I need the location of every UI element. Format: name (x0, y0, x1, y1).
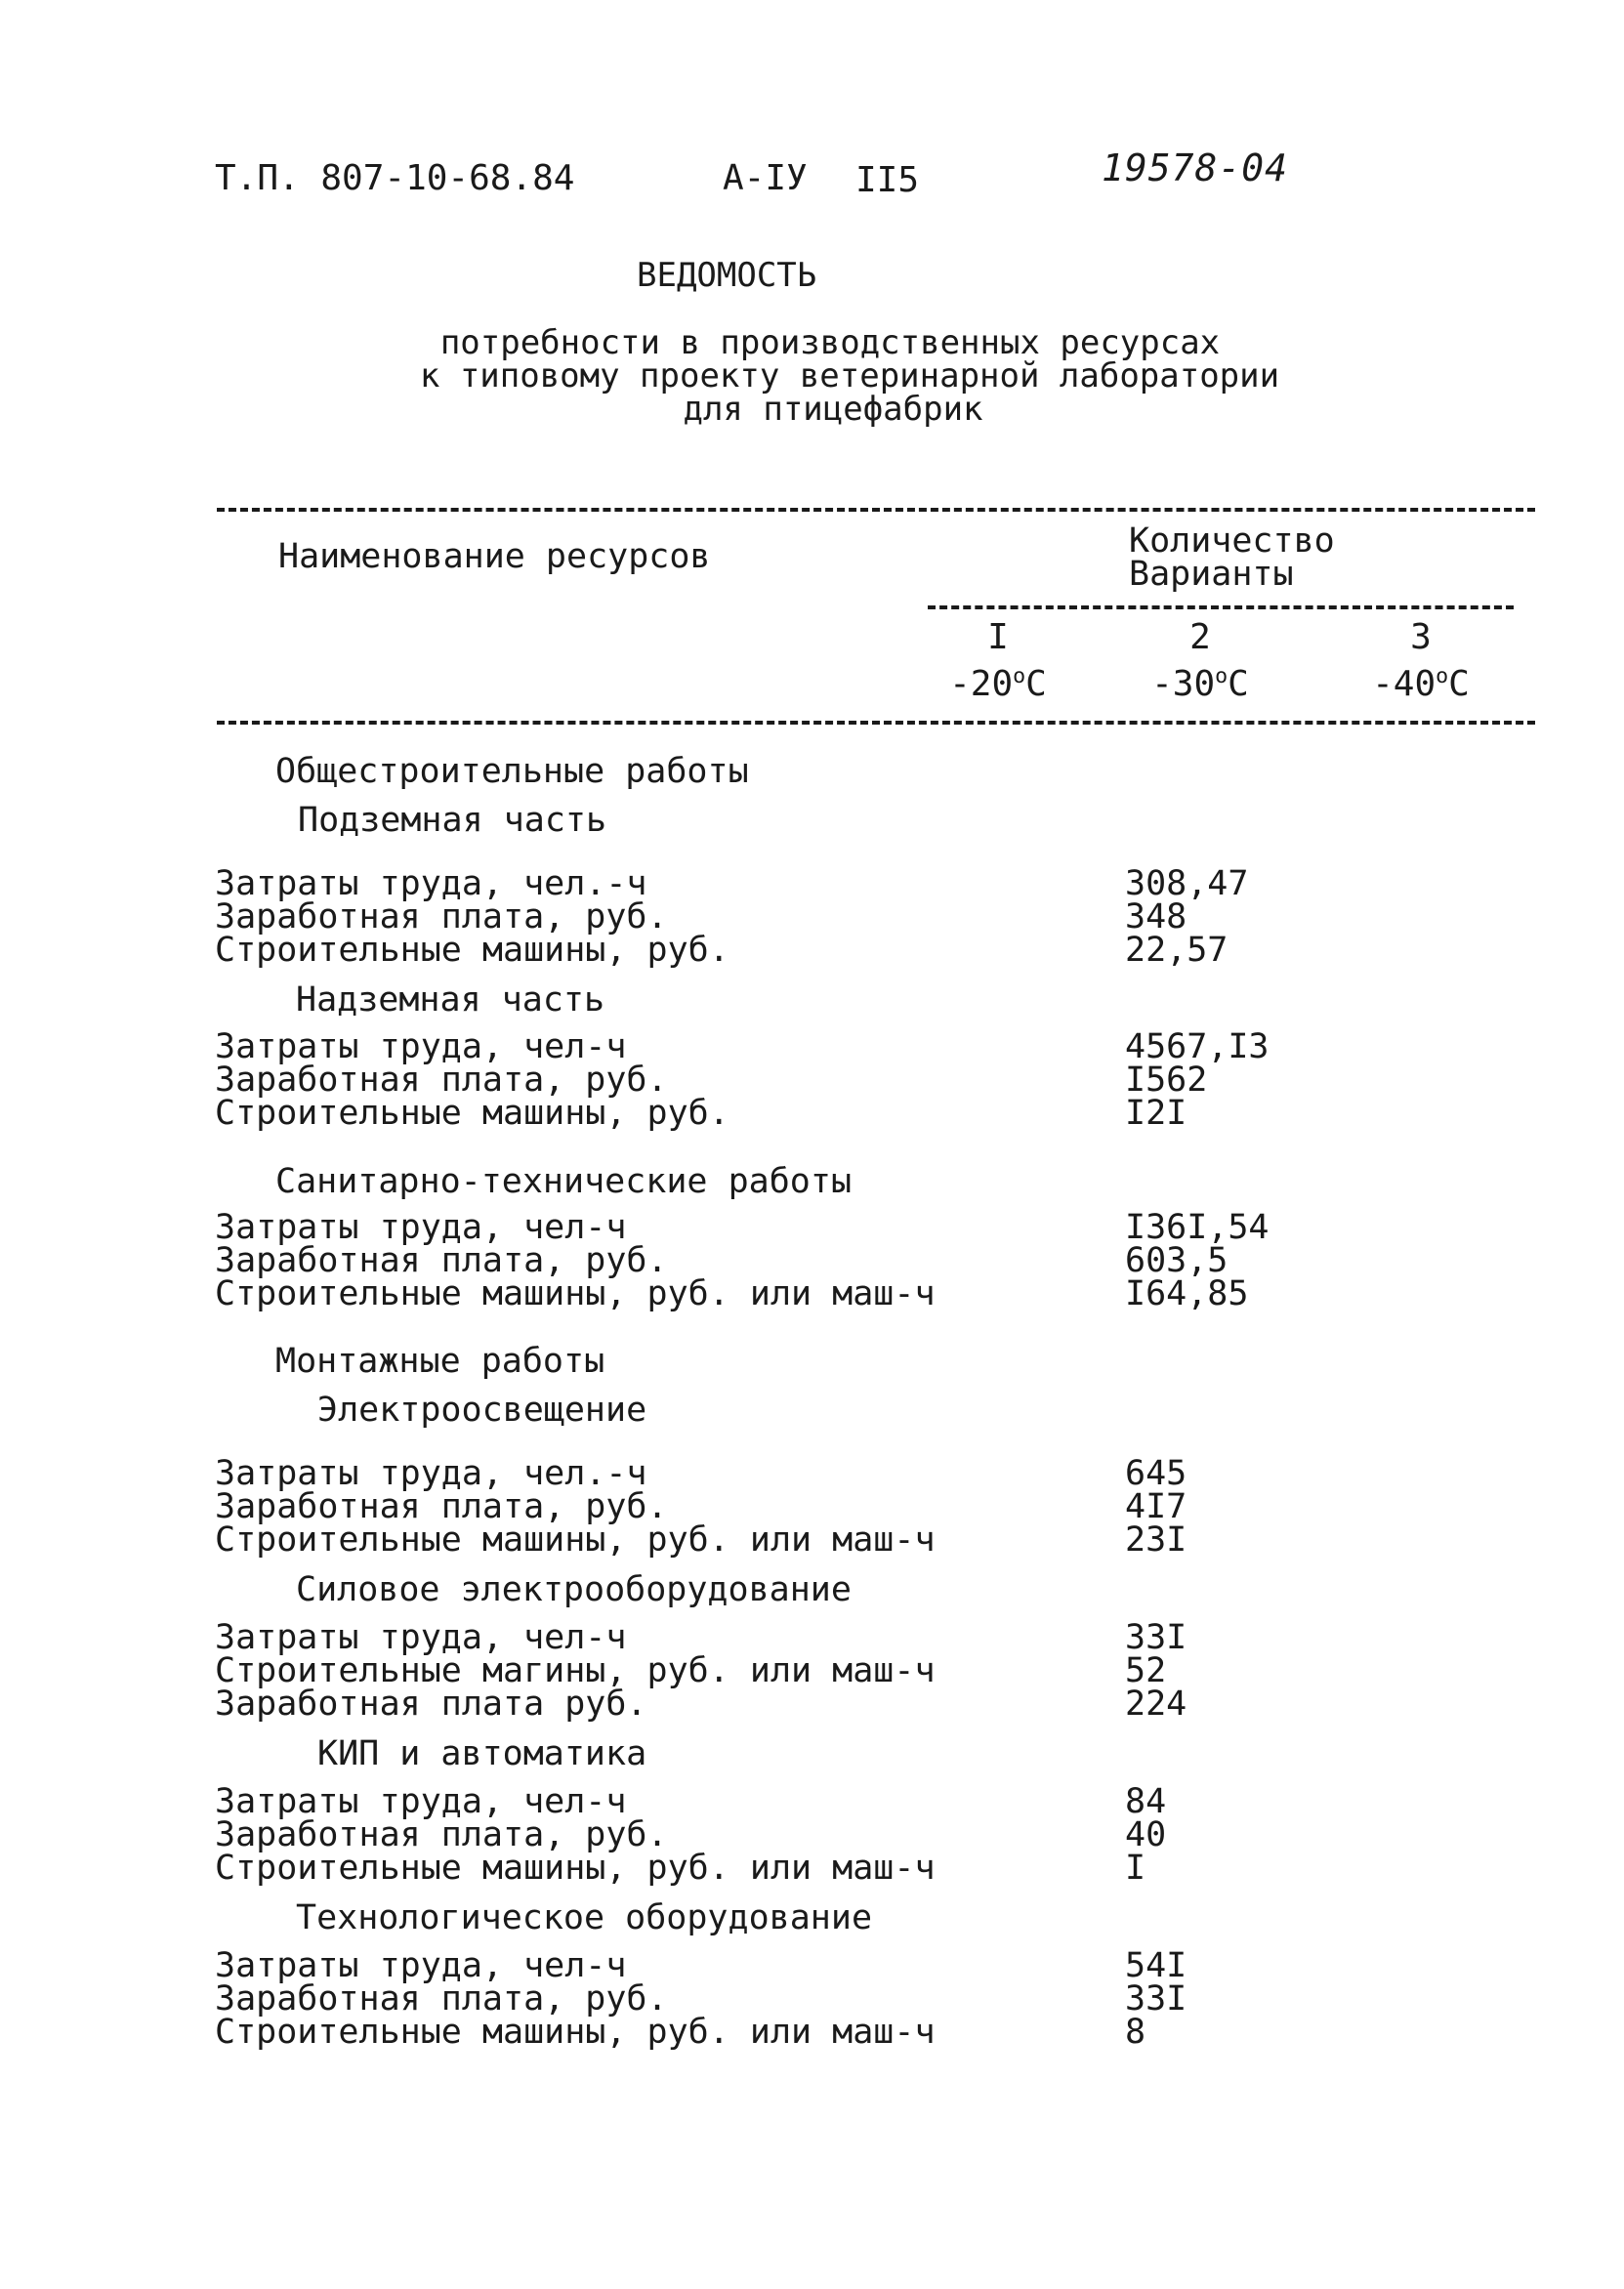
resource-value: 224 (1125, 1685, 1187, 1724)
values-tech-equipment (1125, 1946, 1187, 2052)
page-number: II5 (855, 160, 920, 200)
resource-value: 40 (1125, 1815, 1167, 1854)
variant-1-number: I (987, 617, 1009, 657)
resource-value: 348 (1125, 897, 1187, 936)
section-general-construction: Общестроительные работы (275, 752, 749, 791)
resource-value: 23I (1125, 1520, 1187, 1560)
resource-value: 33I (1125, 1979, 1187, 2018)
resource-label: Затраты труда, чел-ч (215, 1782, 627, 1821)
resource-value: I36I,54 (1125, 1208, 1270, 1247)
resource-label: Затраты труда, чел-ч (215, 1946, 627, 1985)
resource-value: 54I (1125, 1946, 1187, 1985)
group-sanitary (215, 1208, 936, 1313)
resource-label: Строительные машины, руб. (215, 1094, 729, 1133)
resource-name-header: Наименование ресурсов (278, 537, 711, 576)
resource-label: Заработная плата, руб. (215, 897, 668, 936)
resource-value: I2I (1125, 1094, 1187, 1133)
resource-value: 33I (1125, 1618, 1187, 1657)
resource-label: Строительные магины, руб. или маш-ч (215, 1651, 936, 1690)
resource-value: 52 (1125, 1651, 1167, 1690)
values-aboveground (1125, 1027, 1270, 1133)
resource-value: I562 (1125, 1061, 1208, 1100)
resource-value: 645 (1125, 1454, 1187, 1493)
resource-value: I (1125, 1849, 1146, 1888)
subsection-power: Силовое электрооборудование (296, 1570, 852, 1609)
group-lighting (215, 1454, 936, 1560)
quantity-header: Количество (1129, 521, 1335, 561)
resource-label: Заработная плата, руб. (215, 1815, 668, 1854)
resource-label: Затраты труда, чел-ч (215, 1208, 627, 1247)
values-kip (1125, 1782, 1167, 1888)
variants-rule (928, 605, 1514, 609)
resource-label: Строительные машины, руб. (215, 931, 729, 970)
group-kip (215, 1782, 936, 1888)
subtitle-line-2: к типовому проекту ветеринарной лаборатории (419, 356, 1280, 395)
resource-label: Строительные машины, руб. или маш-ч (215, 2013, 936, 2052)
resource-label: Строительные машины, руб. или маш-ч (215, 1520, 936, 1560)
subsection-aboveground: Надземная часть (296, 980, 605, 1020)
registration-number: 19578-04 (1102, 146, 1289, 189)
resource-value: 22,57 (1125, 931, 1228, 970)
group-aboveground (215, 1027, 729, 1133)
variant-2-temperature: -30$^o$C (1151, 664, 1249, 704)
resource-label: Затраты труда, чел.-ч (215, 1454, 647, 1493)
resource-label: Заработная плата, руб. (215, 1061, 668, 1100)
doc-code: Т.П. 807-10-68.84 (215, 158, 575, 198)
resource-value: I64,85 (1125, 1274, 1249, 1313)
subsection-tech-equipment: Технологическое оборудование (296, 1898, 873, 1937)
resource-value: 84 (1125, 1782, 1167, 1821)
resource-label: Строительные машины, руб. или маш-ч (215, 1849, 936, 1888)
values-lighting (1125, 1454, 1187, 1560)
resource-label: Затраты труда, чел-ч (215, 1618, 627, 1657)
resource-label: Заработная плата руб. (215, 1685, 647, 1724)
resource-label: Затраты труда, чел.-ч (215, 864, 647, 903)
values-sanitary (1125, 1208, 1270, 1313)
resource-value: 308,47 (1125, 864, 1249, 903)
section-sanitary: Санитарно-технические работы (275, 1162, 853, 1201)
album-code: А-IУ (723, 158, 808, 198)
values-power (1125, 1618, 1187, 1724)
resource-label: Строительные машины, руб. или маш-ч (215, 1274, 936, 1313)
variant-3-temperature: -40$^o$C (1372, 664, 1470, 704)
resource-label: Заработная плата, руб. (215, 1979, 668, 2018)
resource-value: 4I7 (1125, 1487, 1187, 1526)
group-underground (215, 864, 729, 970)
subsection-underground: Подземная часть (298, 801, 607, 840)
variant-2-number: 2 (1189, 617, 1211, 657)
subsection-kip: КИП и автоматика (317, 1734, 647, 1773)
header-top-rule (217, 508, 1535, 512)
subtitle-line-1: потребности в производственных ресурсах (439, 323, 1221, 362)
header-bottom-rule (217, 721, 1535, 725)
resource-label: Затраты труда, чел-ч (215, 1027, 627, 1066)
group-tech-equipment (215, 1946, 936, 2052)
variant-1-temperature: -20$^o$C (949, 664, 1047, 704)
subsection-lighting: Электроосвещение (317, 1391, 647, 1430)
variants-header: Варианты (1129, 555, 1294, 594)
resource-value: 603,5 (1125, 1241, 1228, 1280)
resource-value: 4567,I3 (1125, 1027, 1270, 1066)
subtitle-line-3: для птицефабрик (683, 390, 983, 429)
section-installation: Монтажные работы (275, 1342, 605, 1381)
values-underground (1125, 864, 1249, 970)
resource-label: Заработная плата, руб. (215, 1487, 668, 1526)
resource-label: Заработная плата, руб. (215, 1241, 668, 1280)
group-power (215, 1618, 936, 1724)
document-title: ВЕДОМОСТЬ (637, 256, 817, 295)
resource-value: 8 (1125, 2013, 1146, 2052)
variant-3-number: 3 (1410, 617, 1432, 657)
